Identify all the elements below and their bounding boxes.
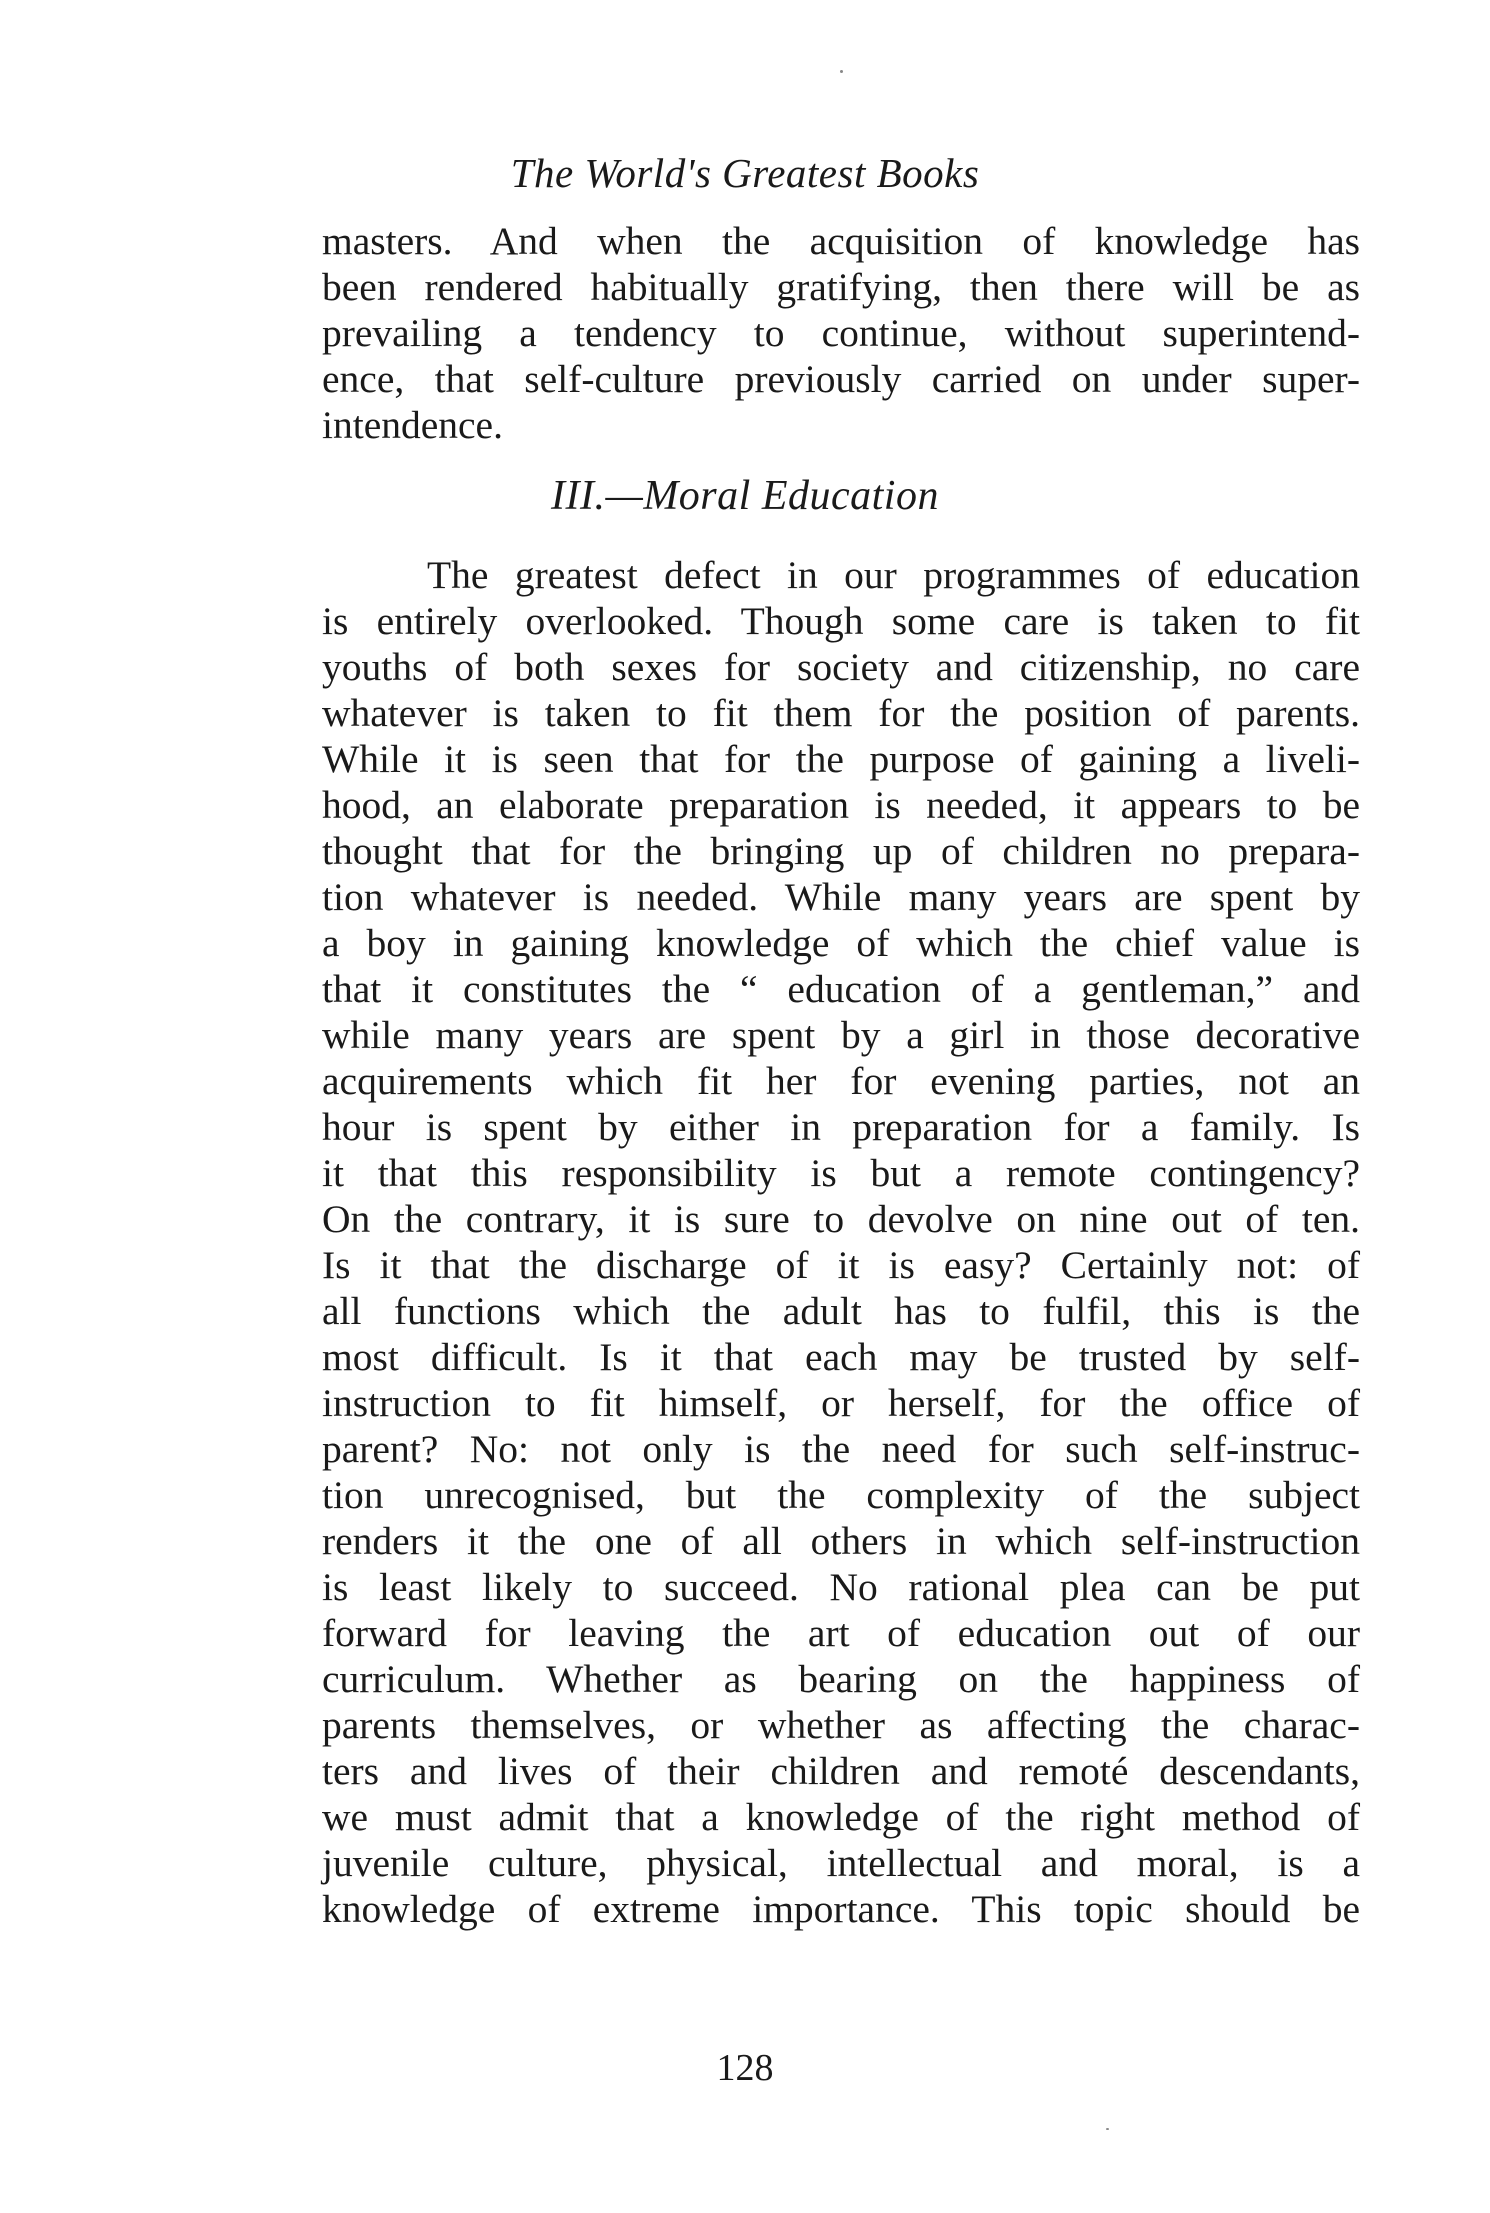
text-line: most difficult. Is it that each may be trusted by self-	[322, 1335, 1360, 1379]
text-line: hour is spent by either in preparation for a family. Is	[322, 1105, 1360, 1149]
paragraph-moral-education	[322, 552, 1360, 1932]
text-line: been rendered habitually gratifying, then there will be as	[322, 265, 1360, 309]
text-line: On the contrary, it is sure to devolve on nine out of ten.	[322, 1197, 1360, 1241]
text-line: parent? No: not only is the need for such self-instruc-	[322, 1427, 1360, 1471]
text-line: tion unrecognised, but the complexity of the subject	[322, 1473, 1360, 1517]
text-line: ters and lives of their children and remoté descendants,	[322, 1749, 1360, 1793]
page-speck	[1106, 2128, 1109, 2130]
text-line: intendence.	[322, 403, 503, 447]
text-line: curriculum. Whether as bearing on the happiness of	[322, 1657, 1360, 1701]
text-line: hood, an elaborate preparation is needed, it appears to be	[322, 783, 1360, 827]
text-line: Is it that the discharge of it is easy? Certainly not: of	[322, 1243, 1360, 1287]
running-head: The World's Greatest Books	[510, 150, 980, 196]
text-line: whatever is taken to fit them for the position of parents.	[322, 691, 1360, 735]
text-line: The greatest defect in our programmes of education	[322, 553, 1360, 597]
section-heading: III.—Moral Education	[551, 473, 939, 519]
text-line: youths of both sexes for society and citizenship, no care	[322, 645, 1360, 689]
text-line: ence, that self-culture previously carried on under super-	[322, 357, 1360, 401]
text-line: prevailing a tendency to continue, without superintend-	[322, 311, 1360, 355]
text-line: While it is seen that for the purpose of gaining a liveli-	[322, 737, 1360, 781]
text-line: is least likely to succeed. No rational plea can be put	[322, 1565, 1360, 1609]
text-line: masters. And when the acquisition of knowledge has	[322, 219, 1360, 263]
text-line: it that this responsibility is but a remote contingency?	[322, 1151, 1360, 1195]
text-line: knowledge of extreme importance. This topic should be	[322, 1887, 1360, 1931]
text-line: tion whatever is needed. While many years are spent by	[322, 875, 1360, 919]
text-line: acquirements which fit her for evening parties, not an	[322, 1059, 1360, 1103]
text-line: that it constitutes the “ education of a gentleman,” and	[322, 967, 1360, 1011]
page-speck	[840, 70, 843, 73]
text-line: while many years are spent by a girl in those decorative	[322, 1013, 1360, 1057]
text-line: we must admit that a knowledge of the right method of	[322, 1795, 1360, 1839]
text-line: thought that for the bringing up of children no prepara-	[322, 829, 1360, 873]
page-number: 128	[716, 2047, 774, 2089]
text-line: a boy in gaining knowledge of which the chief value is	[322, 921, 1360, 965]
text-line: instruction to fit himself, or herself, for the office of	[322, 1381, 1360, 1425]
paragraph-continued	[322, 218, 1360, 448]
text-line: all functions which the adult has to fulfil, this is the	[322, 1289, 1360, 1333]
text-line: parents themselves, or whether as affecting the charac-	[322, 1703, 1360, 1747]
text-line: renders it the one of all others in which self-instruction	[322, 1519, 1360, 1563]
text-line: forward for leaving the art of education out of our	[322, 1611, 1360, 1655]
text-line: juvenile culture, physical, intellectual and moral, is a	[322, 1841, 1360, 1885]
text-line: is entirely overlooked. Though some care is taken to fit	[322, 599, 1360, 643]
